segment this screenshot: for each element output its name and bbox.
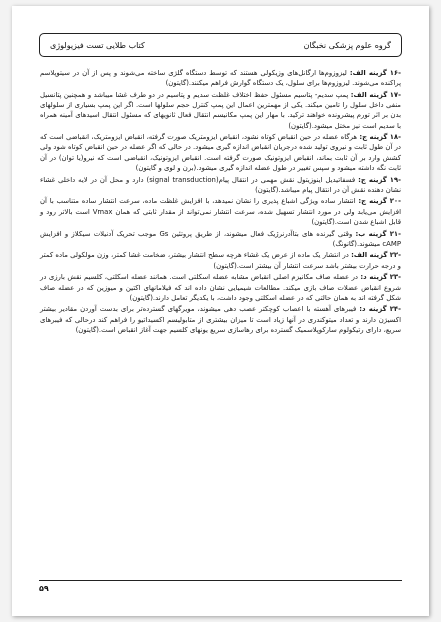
answer-text: هرگاه عضله در حین انقباض کوتاه نشود، انقباض ایزومتریک صورت گرفته، انقباض ایزومتریک، انقباضی است که در آن طول ثابت و نیروی تولید شده درجریان انقباض اندازه گیری میشود. در حالی که اگر عضله در حین انقباض کوتاه شود ولی کشش وارد بر آن ثابت بماند، انقباض ایزوتونیک صورت گرفته است. انقباض ایزوتونیک، انقباضی است که نیرو(یا توان) در آن ثابت نگه داشته میشود و سپس تغییر در طول عضله اندازه گیری میشود.(برن و لوی و گایتون) [40,133,401,172]
answer-text: در عضله صاف مکانیزم اصلی انقباض مشابه عضله اسکلتی است. همانند عضله اسکلتی، کلسیم نقش بارزی در شروع انقباض عضلات صاف بازی میکند. مطالعات شیمیایی نشان داده اند که فیلامانهای اکتین و میوزین که در عضله صاف شکل گرفته اند به همان حالتی که در عضله اسکلتی وجود داشت، با یکدیگر تعامل دارند.(گایتون) [40,273,401,302]
answer-text: لیزوزوم‌ها ارگانل‌های وزیکولی هستند که توسط دستگاه گلژی ساخته می‌شوند و پس از آن در سیتوپلاسم پراکنده می‌شوند. لیزوزوم‌ها برای سلول، یک دستگاه گوارش فراهم میکنند.(گایتون) [40,69,401,88]
answer-text: فسفاتیدیل اینوزیتول نقش مهمی در انتقال پیام(signal transduction) دارد و محل آن در لایه داخلی غشاء نشان دهنده نقش آن در انتقال پیام میباشد.(گایتون) [40,175,401,194]
page-number: ۵۹ [39,584,49,593]
question-number: -۲۰ [389,197,401,206]
question-number: -۲۳ [389,273,401,282]
answer-key: گزینه ج: [358,175,387,184]
answer-item [40,229,401,249]
answer-item [40,250,401,270]
answer-item [40,175,401,195]
answer-item [40,68,401,88]
question-number: -۱۹ [389,175,401,184]
answer-text: انتشار ساده ویژگی اشباع پذیری را نشان نمیدهد، با افزایش غلظت ماده، سرعت انتشار ساده متناسب با آن افزایش می‌یابد ولی در مورد انتشار تسهیل شده، سرعت انتشار نمی‌تواند از مقدار ثابتی که همان Vmax است بالاتر رود و قابل اشباع شدن است.(گایتون) [40,197,401,226]
header-group-name: گروه علوم پزشکی نخبگان [303,40,391,50]
page-header [39,33,402,57]
answer-key: گزینه الف: [351,251,388,260]
answer-text: در انتشار یک ماده از عرض یک غشاء هرچه سطح انتشار بیشتر، ضخامت غشا کمتر، وزن مولکولی ماده کمتر و درجه حرارت بیشتر باشد سرعت انتشار آن بیشتر است.(گایتون) [40,251,401,270]
answers-body [40,68,401,337]
answer-item [40,196,401,227]
answer-key: گزینه ب: [355,229,387,238]
footer-divider [39,580,402,581]
question-number: -۱۸ [389,133,401,142]
answer-key: گزینه ج: [359,133,388,142]
question-number: -۲۲ [389,251,401,260]
document-page [12,6,429,616]
answer-item [40,272,401,303]
answer-key: گزینه د: [359,305,387,314]
answer-key: گزینه الف: [350,90,388,99]
question-number: -۲۴ [389,305,401,314]
question-number: -۲۱ [389,229,401,238]
answer-key: گزینه د: [360,273,388,282]
answer-text: فیبرهای آهسته با اعصاب کوچکتر عصب دهی میشوند، مویرگهای گسترده‌تر برای بدست آوردن مقادیر بیشتر اکسیژن دارند و تعداد میتوکندری در آنها زیاد است تا میزان بیشتری از متابولیسم اکسیداتیو را فراهم کند درحالی که فیبرهای سریع، دارای رتیکولوم سارکوپلاسمیک گسترده برای رهاسازی سریع یونهای کلسیم جهت آغاز انقباض است.(گایتون) [40,305,401,334]
answer-text: وقتی گیرنده های بتاآدرنرژیک فعال میشوند، از طریق پروتئین Gs موجب تحریک آدنیلات سیکلاز و افزایش cAMP میشوند.(گانونگ) [40,229,401,248]
question-number: -۱۷ [389,90,402,99]
question-number: -۱۶ [389,69,401,77]
answer-key: گزینه الف: [349,69,387,77]
answer-item [40,304,401,335]
header-book-title: کتاب طلایی تست فیزیولوژی [50,40,145,50]
answer-item [40,132,401,173]
answer-item [40,90,401,131]
answer-text: پمپ سدیم- پتاسیم مسئول حفظ اختلاف غلظت سدیم و پتاسیم در دو طرف غشا میباشد و همچنین پتانسیل منفی داخل سلول را تامین میکند. یکی از مهمترین اعمال این پمپ کنترل حجم سلولها است. اگر این پمپ بسیاری از سلولهای بدن بر اثر تورم پیشرونده خواهند ترکید. با مهار این پمپ مکانیسم انتقال فعال ثانویهای که مسئول انتقال اسیدهای آمینه همراه با سدیم است نیز مختل میشود.(گایتون) [40,90,401,130]
answer-key: گزینه ج: [358,197,387,206]
